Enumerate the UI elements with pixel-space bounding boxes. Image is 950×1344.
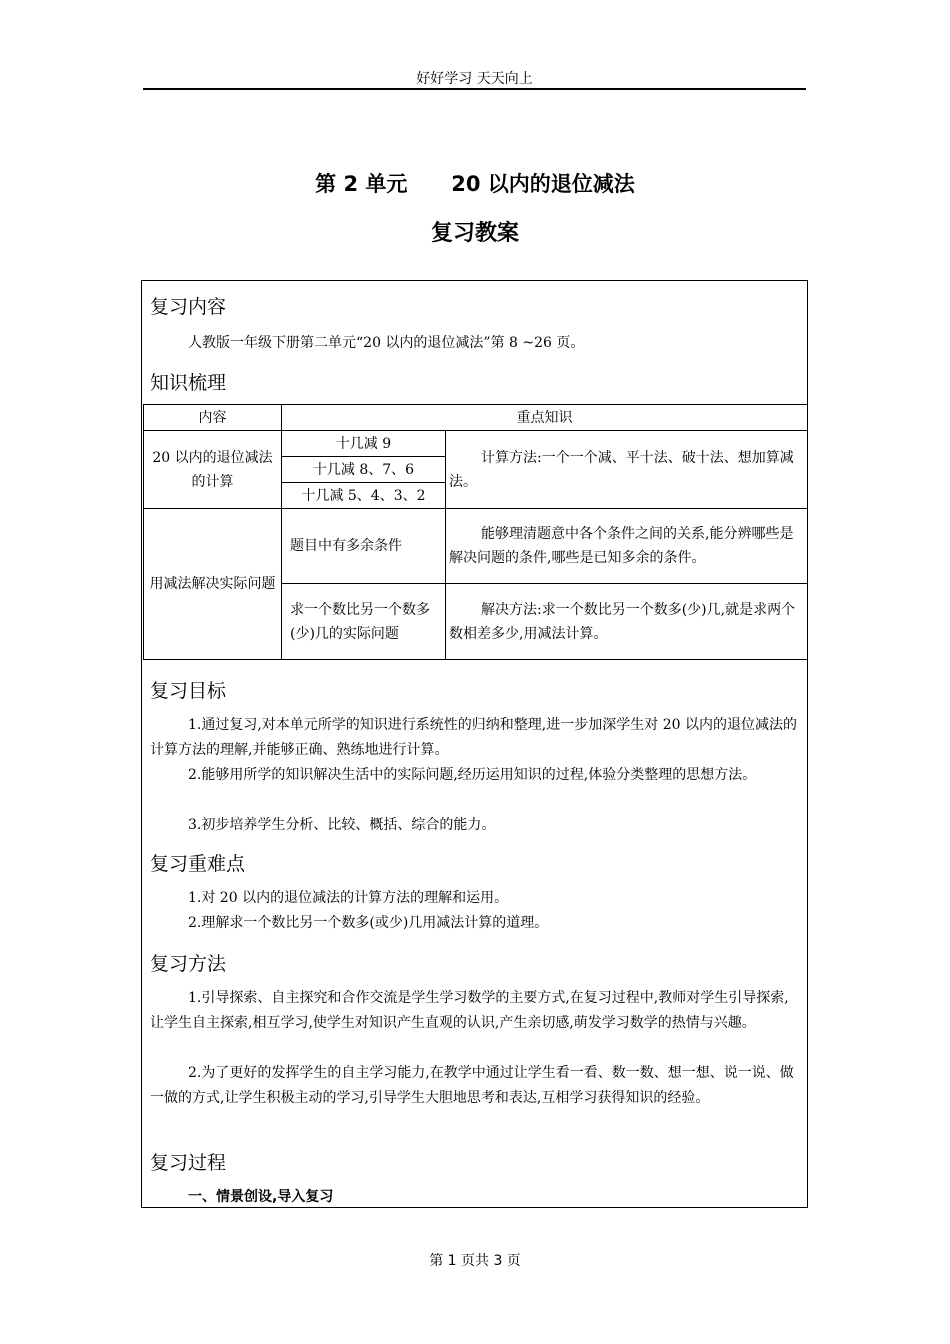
goal-item: 3.初步培养学生分析、比较、概括、综合的能力。 [188,817,496,833]
content-text: 人教版一年级下册第二单元“20 以内的退位减法”第 8 ~26 页。 [188,335,585,351]
goal-item: 2.能够用所学的知识解决生活中的实际问题,经历运用知识的过程,体验分类整理的思想方法。 [188,767,757,783]
section-heading-keypoints: 复习重难点 [150,853,246,875]
page-header: 好好学习 天天向上 [416,71,533,87]
group1-item: 十几减 8、7、6 [282,457,446,483]
knowledge-table [143,404,808,660]
group1-item: 十几减 9 [282,431,446,457]
keypoint-item: 1.对 20 以内的退位减法的计算方法的理解和运用。 [188,890,509,906]
page-footer: 第 1 页共 3 页 [429,1253,521,1269]
doc-title: 复习教案 [430,221,519,246]
group2-point: 能够理清题意中各个条件之间的关系,能分辨哪些是解决问题的条件,哪些是已知多余的条件。 [446,509,808,584]
group1-item: 十几减 5、4、3、2 [282,483,446,509]
process-step: 一、情景创设,导入复习 [188,1189,334,1205]
group2-item: 求一个数比另一个数多(少)几的实际问题 [282,584,446,660]
group1-label: 20 以内的退位减法的计算 [144,431,282,509]
group2-item: 题目中有多余条件 [282,509,446,584]
method-item: 2.为了更好的发挥学生的自主学习能力,在教学中通过让学生看一看、数一数、想一想、说一说、做一做的方式,让学生积极主动的学习,引导学生大胆地思考和表达,互相学习获得知识的经验。 [150,1065,794,1106]
group2-label: 用减法解决实际问题 [144,509,282,660]
goal-item: 1.通过复习,对本单元所学的知识进行系统性的归纳和整理,进一步加深学生对 20 以内的退位减法的计算方法的理解,并能够正确、熟练地进行计算。 [150,717,797,758]
section-heading-knowledge: 知识梳理 [150,372,227,394]
group2-point: 解决方法:求一个数比另一个数多(少)几,就是求两个数相差多少,用减法计算。 [446,584,808,660]
section-heading-goals: 复习目标 [150,680,227,702]
group1-point: 计算方法:一个一个减、平十法、破十法、想加算减法。 [446,431,808,509]
section-heading-methods: 复习方法 [150,953,227,975]
keypoint-item: 2.理解求一个数比另一个数多(或少)几用减法计算的道理。 [188,915,549,931]
method-item: 1.引导探索、自主探究和合作交流是学生学习数学的主要方式,在复习过程中,教师对学生引导探索,让学生自主探索,相互学习,使学生对知识产生直观的认识,产生亲切感,萌发学习数学的热情与兴趣。 [150,990,789,1031]
section-heading-process: 复习过程 [150,1152,227,1174]
unit-title: 第 2 单元 20 以内的退位减法 [315,172,635,196]
table-header-keypoints: 重点知识 [282,405,808,431]
section-heading-content: 复习内容 [150,296,227,318]
table-header-content: 内容 [144,405,282,431]
header-rule [143,88,806,90]
